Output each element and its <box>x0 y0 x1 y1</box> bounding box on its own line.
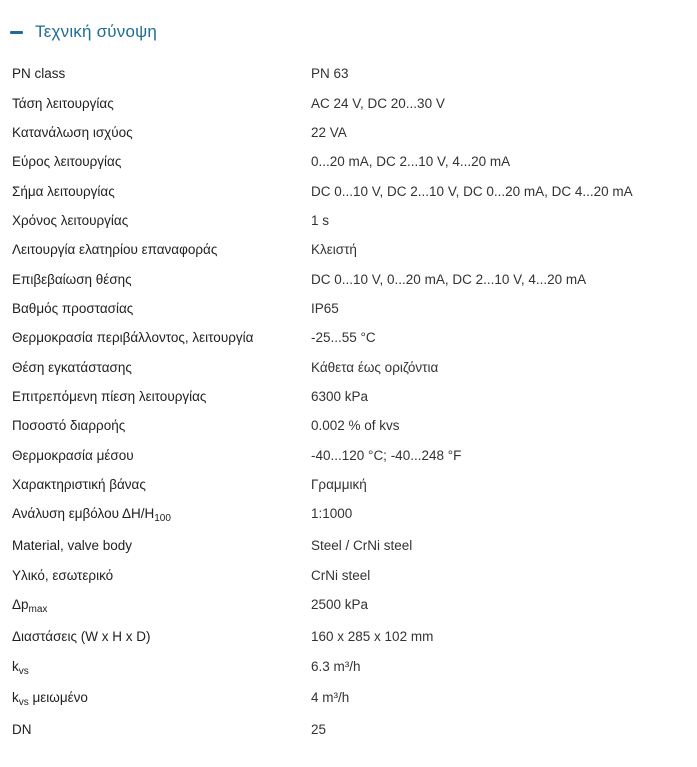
spec-row <box>0 414 697 438</box>
spec-label: PN class <box>12 66 66 81</box>
spec-row <box>0 121 697 145</box>
spec-label: Επιβεβαίωση θέσης <box>12 272 132 287</box>
spec-label: Επιτρεπόμενη πίεση λειτουργίας <box>12 389 207 404</box>
spec-row <box>0 356 697 380</box>
spec-label: Εύρος λειτουργίας <box>12 154 122 169</box>
spec-label: $k_{vs}$ <box>12 659 29 677</box>
spec-label: Material, valve body <box>12 538 133 553</box>
spec-value: 4 m³/h <box>311 690 350 705</box>
spec-row <box>0 564 697 588</box>
spec-label: Χρόνος λειτουργίας <box>12 213 129 228</box>
spec-value: 6.3 m³/h <box>311 659 361 674</box>
spec-row <box>0 473 697 497</box>
spec-label: Χαρακτηριστική βάνας <box>12 477 146 492</box>
spec-label: Θέση εγκατάστασης <box>12 360 132 375</box>
spec-row <box>0 502 697 526</box>
spec-value: Steel / CrNi steel <box>311 538 413 553</box>
spec-row <box>0 593 697 617</box>
spec-value: 22 VA <box>311 125 347 140</box>
spec-value: 160 x 285 x 102 mm <box>311 629 434 644</box>
spec-value: 2500 kPa <box>311 597 369 612</box>
spec-value: Γραμμική <box>311 477 367 492</box>
spec-value: -40...120 °C; -40...248 °F <box>311 448 462 463</box>
spec-row <box>0 150 697 174</box>
spec-row <box>0 385 697 409</box>
spec-value: 1:1000 <box>311 506 353 521</box>
spec-label: $\Delta p_{max}$ <box>12 597 48 615</box>
spec-label: Ανάλυση εμβόλου $\Delta H/H_{100}$ <box>12 506 171 524</box>
spec-row <box>0 238 697 262</box>
spec-row <box>0 534 697 558</box>
spec-value: DC 0...10 V, 0...20 mA, DC 2...10 V, 4...20 mA <box>311 272 587 287</box>
spec-row <box>0 444 697 468</box>
section-title: Τεχνική σύνοψη <box>35 22 158 41</box>
spec-label: Λειτουργία ελατηρίου επαναφοράς <box>12 242 218 257</box>
spec-label: Βαθμός προστασίας <box>12 301 134 316</box>
spec-value: IP65 <box>311 301 339 316</box>
spec-row <box>0 718 697 742</box>
spec-value: 0.002 % of kvs <box>311 418 400 433</box>
spec-value: Κάθετα έως οριζόντια <box>311 360 439 375</box>
spec-value: 0...20 mA, DC 2...10 V, 4...20 mA <box>311 154 511 169</box>
spec-row <box>0 326 697 350</box>
spec-row <box>0 268 697 292</box>
spec-row <box>0 92 697 116</box>
spec-row <box>0 209 697 233</box>
spec-row <box>0 625 697 649</box>
spec-value: PN 63 <box>311 66 349 81</box>
spec-row <box>0 655 697 679</box>
spec-label: $k_{vs}$ μειωμένο <box>12 690 88 708</box>
spec-row <box>0 62 697 86</box>
spec-value: 1 s <box>311 213 330 228</box>
spec-label: Θερμοκρασία μέσου <box>12 448 134 463</box>
spec-row <box>0 180 697 204</box>
spec-label: Υλικό, εσωτερικό <box>12 568 114 583</box>
spec-label: Διαστάσεις (W x H x D) <box>12 629 151 644</box>
spec-value: Κλειστή <box>311 242 357 257</box>
spec-value: DC 0...10 V, DC 2...10 V, DC 0...20 mA, DC 4...20 mA <box>311 184 633 199</box>
spec-row <box>0 686 697 710</box>
spec-value: AC 24 V, DC 20...30 V <box>311 96 445 111</box>
section-header[interactable] <box>10 18 157 46</box>
minus-icon[interactable] <box>10 31 23 34</box>
spec-value: 6300 kPa <box>311 389 369 404</box>
spec-label: Τάση λειτουργίας <box>12 96 114 111</box>
spec-label: Κατανάλωση ισχύος <box>12 125 133 140</box>
spec-row <box>0 297 697 321</box>
spec-value: CrNi steel <box>311 568 371 583</box>
spec-label: DN <box>12 722 32 737</box>
spec-label: Σήμα λειτουργίας <box>12 184 115 199</box>
spec-value: -25...55 °C <box>311 330 376 345</box>
spec-label: Θερμοκρασία περιβάλλοντος, λειτουργία <box>12 330 254 345</box>
spec-label: Ποσοστό διαρροής <box>12 418 126 433</box>
spec-value: 25 <box>311 722 327 737</box>
